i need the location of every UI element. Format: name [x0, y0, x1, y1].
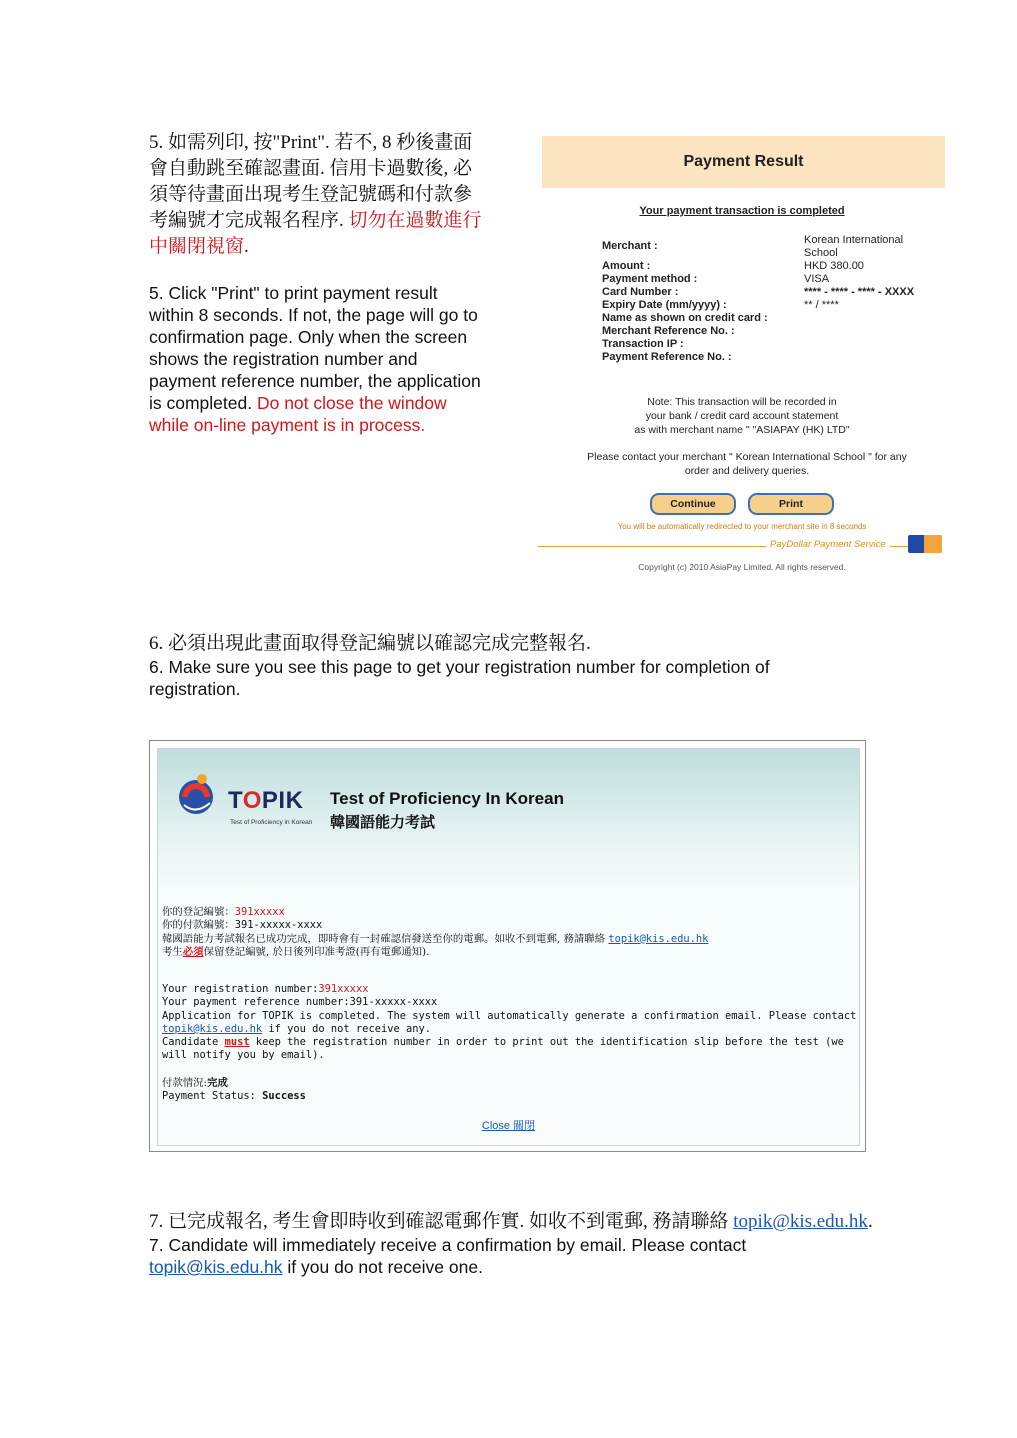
- step7-zh-text: [149, 1210, 873, 1234]
- amount-label: Amount :: [602, 260, 651, 272]
- en-pay-text: Your payment reference number:391-xxxxx-xxxx: [162, 996, 438, 1009]
- en-reg-label: Your registration number:: [162, 983, 319, 995]
- topik-title-zh: 韓國語能力考試: [330, 814, 436, 831]
- step7-en-body: 7. Candidate will immediately receive a confirmation by email. Please contact: [149, 1235, 747, 1255]
- note-line-2: your bank / credit card account statement: [645, 410, 839, 422]
- merchant-contact-note: [566, 450, 928, 478]
- zh-must-text: 必須: [182, 945, 204, 958]
- transaction-ip-label: Transaction IP :: [602, 338, 684, 350]
- step5-zh-body: 5. 如需列印, 按"Print". 若不, 8 秒後畫面會自動跳至確認畫面. 信用卡過數後, 必須等待畫面出現考生登記號碼和付款參考編號才完成報名程序.: [149, 132, 473, 231]
- note-line-1: Note: This transaction will be recorded in: [647, 396, 837, 408]
- zh-status-value: 完成: [207, 1077, 228, 1089]
- topik-logo-subtitle: Test of Proficiency in Korean: [230, 819, 313, 826]
- topik-zh-block: [162, 906, 708, 959]
- step6-zh-text: 6. 必須出現此畫面取得登記編號以確認完成完整報名.: [149, 633, 591, 654]
- step7-zh-end: .: [867, 1211, 873, 1232]
- en-candidate: Candidate: [162, 1036, 225, 1049]
- payment-result-screenshot: [536, 132, 948, 580]
- zh-status-label: 付款情況:: [162, 1077, 208, 1089]
- en-must-text: must: [224, 1036, 250, 1049]
- contact-line-2: order and delivery queries.: [684, 465, 810, 477]
- close-link[interactable]: Close 關閉: [481, 1120, 536, 1132]
- step5-zh-text: [149, 130, 489, 260]
- topik-status-block: [162, 1077, 306, 1104]
- zh-email-link[interactable]: topik@kis.edu.hk: [608, 932, 709, 945]
- payment-method-value: VISA: [804, 273, 830, 285]
- step5-en-warning: Do not close the window while on-line payment is in process.: [149, 393, 447, 435]
- merchant-value-2: School: [804, 247, 838, 259]
- transaction-note: [536, 395, 948, 437]
- topik-en-block: [162, 983, 856, 1063]
- note-line-3: as with merchant name " "ASIAPAY (HK) LTD": [634, 424, 850, 436]
- en-email-link[interactable]: topik@kis.edu.hk: [162, 1022, 263, 1035]
- expiry-date-value: ** / ****: [804, 299, 839, 311]
- expiry-date-label: Expiry Date (mm/yyyy) :: [602, 299, 727, 311]
- step7-en-end: if you do not receive one.: [282, 1257, 483, 1277]
- en-keep-text: keep the registration number in order to print out the identification slip before the test (we: [249, 1036, 844, 1049]
- contact-line-1: Please contact your merchant " Korean International School " for any: [587, 451, 907, 463]
- topik-logo-icon: [174, 773, 218, 817]
- zh-reg-value: 391xxxxx: [234, 906, 285, 918]
- en-reg-value: 391xxxxx: [318, 983, 369, 995]
- step5-en-text: [149, 282, 484, 436]
- print-button[interactable]: Print: [748, 493, 834, 515]
- name-on-card-label: Name as shown on credit card :: [602, 312, 768, 324]
- step5-en-body: 5. Click "Print" to print payment result within 8 seconds. If not, the page will go to confirmation page. Only when the screen shows the registration number and payment reference number, the application is completed.: [149, 283, 481, 413]
- merchant-reference-label: Merchant Reference No. :: [602, 325, 735, 337]
- step5-zh-warning: 切勿在過數進行中關閉視窗: [149, 210, 482, 257]
- payment-reference-label: Payment Reference No. :: [602, 351, 732, 363]
- step7-en-email-link[interactable]: topik@kis.edu.hk: [149, 1257, 283, 1277]
- topik-title-en: Test of Proficiency In Korean: [330, 789, 564, 808]
- en-app-text-2: if you do not receive any.: [262, 1022, 431, 1035]
- card-number-value: **** - **** - **** - XXXX: [804, 286, 915, 298]
- en-status-label: Payment Status:: [162, 1090, 263, 1103]
- merchant-label: Merchant :: [602, 240, 658, 252]
- merchant-value: Korean International: [804, 234, 904, 246]
- en-app-text: Application for TOPIK is completed. The system will automatically generate a confirmation email. Please contact: [162, 1009, 857, 1022]
- topik-panel: [157, 748, 860, 1146]
- step7-zh-email-link[interactable]: topik@kis.edu.hk: [733, 1211, 868, 1232]
- en-notify-text: will notify you by email).: [162, 1049, 325, 1062]
- zh-pay-label: 你的付款編號：: [162, 919, 235, 932]
- step7-en-text: [149, 1234, 849, 1278]
- topik-logo-wordmark: TOPIK: [228, 787, 304, 814]
- continue-button[interactable]: Continue: [650, 493, 736, 515]
- transaction-completed-text: Your payment transaction is completed: [639, 205, 845, 217]
- amount-value: HKD 380.00: [804, 260, 864, 272]
- payment-method-label: Payment method :: [602, 273, 698, 285]
- paydollar-logo-icon: [908, 535, 942, 553]
- paydollar-service-text: PayDollar Payment Service: [766, 539, 890, 550]
- zh-candidate: 考生: [162, 945, 183, 958]
- topik-confirmation-screenshot: [149, 740, 866, 1152]
- asiapay-copyright: Copyright (c) 2010 AsiaPay Limited. All rights reserved.: [638, 562, 846, 572]
- zh-pay-value: 391-xxxxx-xxxx: [234, 919, 323, 932]
- zh-reg-label: 你的登記編號：: [162, 906, 235, 918]
- payment-result-header: Payment Result: [542, 136, 945, 188]
- close-link-wrap: [158, 1117, 859, 1133]
- zh-completed-text: 韓國語能力考試報名已成功完成，即時會有一封確認信發送至你的電郵。如收不到電郵, 務請聯絡: [162, 932, 609, 945]
- step5-zh-end: .: [244, 236, 249, 257]
- en-status-value: Success: [262, 1090, 306, 1103]
- zh-keep-text: 保留登記編號, 於日後列印准考證(再有電郵通知).: [203, 945, 430, 958]
- card-number-label: Card Number :: [602, 286, 679, 298]
- step7-zh-body: 7. 已完成報名, 考生會即時收到確認電郵作實. 如收不到電郵, 務請聯絡: [149, 1211, 734, 1232]
- redirect-notice: You will be automatically redirected to your merchant site in 8 seconds: [617, 522, 867, 531]
- step6-en-text: 6. Make sure you see this page to get your registration number for completion of registration.: [149, 657, 770, 699]
